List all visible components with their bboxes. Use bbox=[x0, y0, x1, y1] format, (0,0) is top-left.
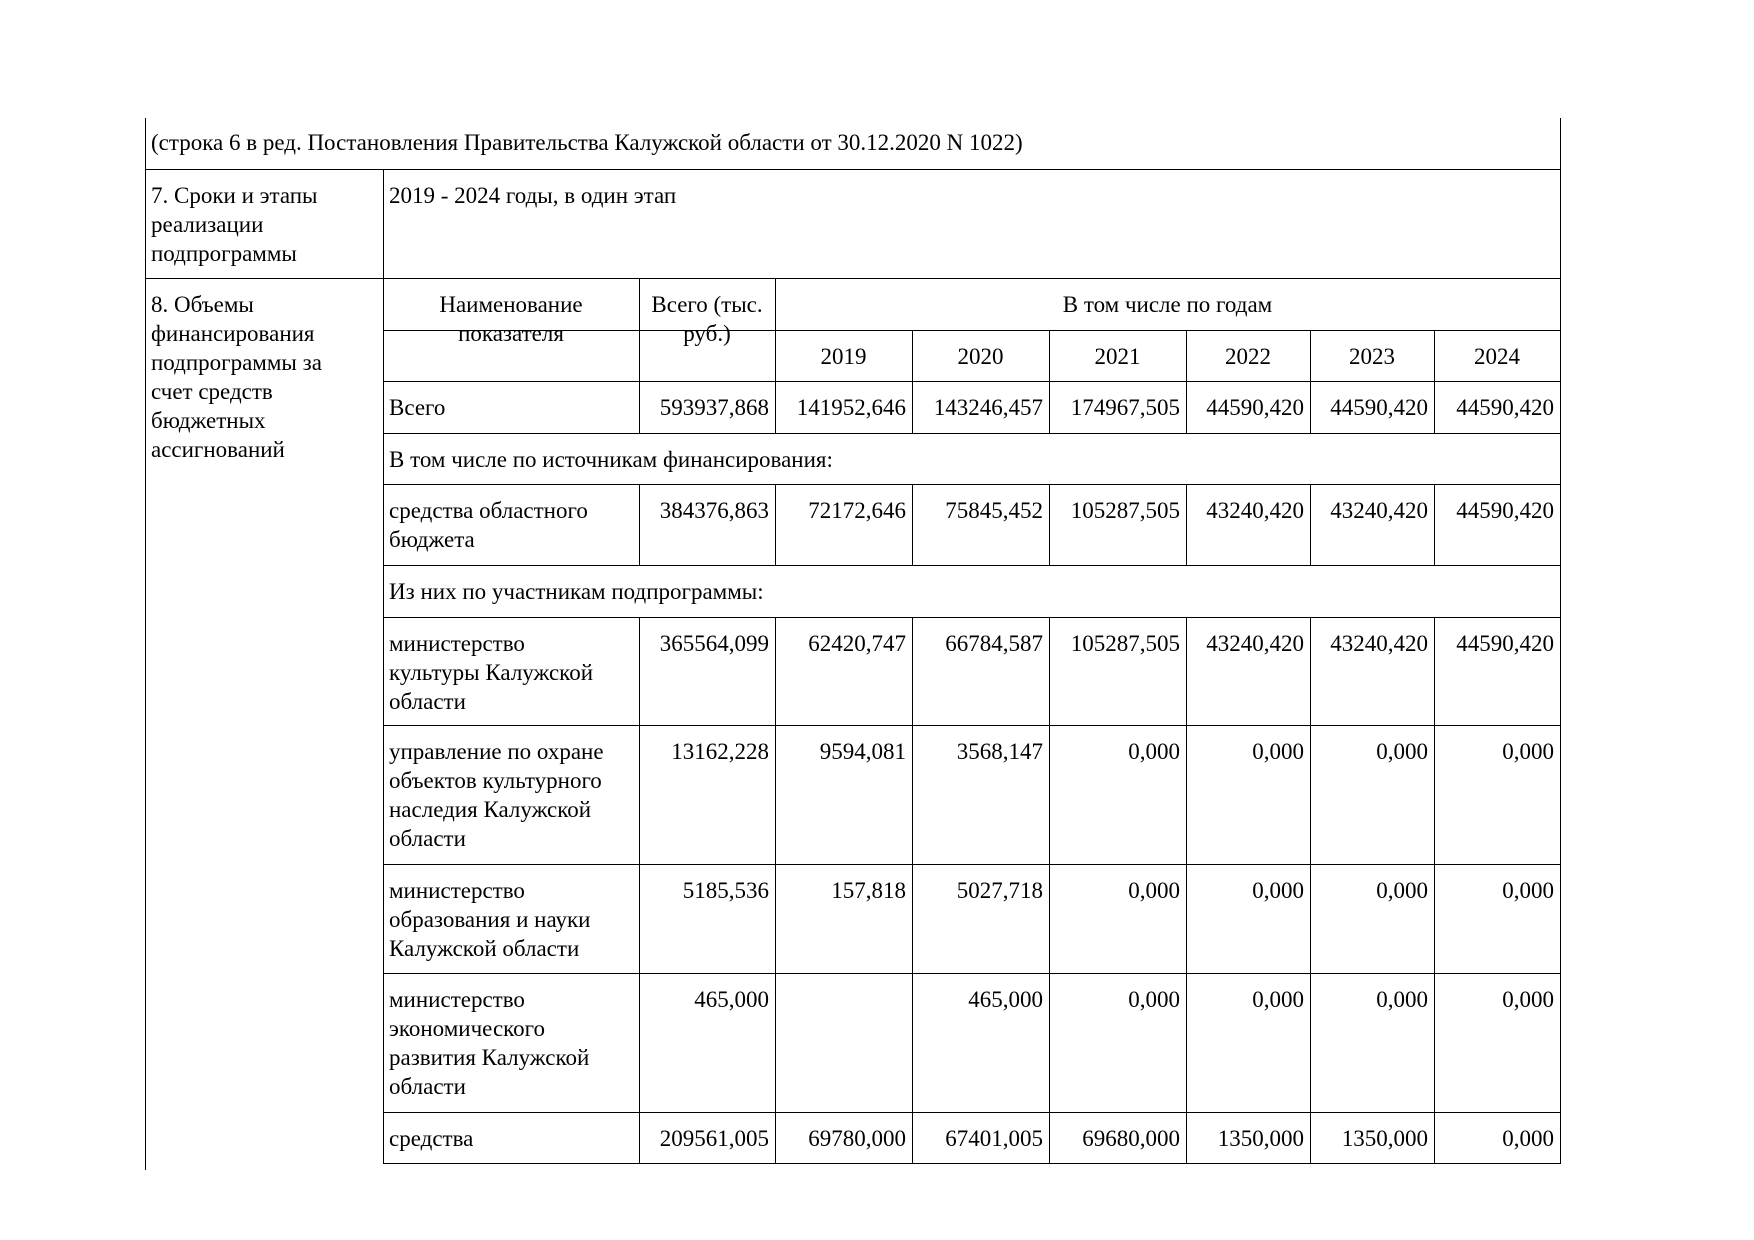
row-value: 0,000 bbox=[1376, 739, 1428, 764]
year-column-divider bbox=[1186, 330, 1187, 381]
cell-divider bbox=[775, 1112, 776, 1163]
column-header-year: 2020 bbox=[957, 344, 1004, 369]
header-column-divider bbox=[775, 278, 776, 381]
cell-divider bbox=[1310, 973, 1311, 1112]
row-value: 1350,000 bbox=[1217, 1126, 1304, 1151]
cell-divider bbox=[1186, 864, 1187, 973]
label-column-divider bbox=[383, 169, 384, 1163]
cell-divider bbox=[1186, 725, 1187, 864]
cell-divider bbox=[1049, 617, 1050, 725]
row-value: 69780,000 bbox=[808, 1126, 906, 1151]
cell-divider bbox=[639, 617, 640, 725]
cell-divider bbox=[1186, 973, 1187, 1112]
cell-divider bbox=[1310, 1112, 1311, 1163]
year-column-divider bbox=[1310, 330, 1311, 381]
cell-divider bbox=[1049, 484, 1050, 565]
cell-divider bbox=[1310, 725, 1311, 864]
row-name: наследия Калужской bbox=[389, 797, 592, 822]
row-name: Калужской области bbox=[389, 936, 580, 961]
outer-right-border bbox=[1560, 118, 1561, 1163]
cell-divider bbox=[775, 864, 776, 973]
row-value: 0,000 bbox=[1376, 987, 1428, 1012]
column-header-year: 2019 bbox=[820, 344, 867, 369]
cell-divider bbox=[1049, 725, 1050, 864]
row-value: 9594,081 bbox=[819, 739, 906, 764]
cell-divider bbox=[1434, 617, 1435, 725]
row-value: 62420,747 bbox=[808, 631, 906, 656]
row8-label: счет средств bbox=[151, 379, 273, 404]
row-value: 5027,718 bbox=[956, 878, 1043, 903]
row-value: 105287,505 bbox=[1070, 498, 1180, 523]
row-value: 43240,420 bbox=[1330, 498, 1428, 523]
row-name: бюджета bbox=[389, 527, 475, 552]
row-name: экономического bbox=[389, 1016, 546, 1041]
row-name: министерство bbox=[389, 631, 525, 656]
row-name: культуры Калужской bbox=[389, 660, 594, 685]
cell-divider bbox=[775, 484, 776, 565]
row-value: 67401,005 bbox=[945, 1126, 1043, 1151]
row-value: 157,818 bbox=[831, 878, 906, 903]
row-name: министерство bbox=[389, 878, 525, 903]
row-total: 593937,868 bbox=[659, 395, 769, 420]
row-name: области bbox=[389, 689, 466, 714]
cell-divider bbox=[912, 617, 913, 725]
row-value: 75845,452 bbox=[945, 498, 1043, 523]
cell-divider bbox=[912, 864, 913, 973]
cell-divider bbox=[775, 725, 776, 864]
cell-divider bbox=[1310, 864, 1311, 973]
cell-divider bbox=[639, 381, 640, 433]
section-subheading: В том числе по источникам финансирования: bbox=[389, 447, 833, 472]
row-value: 105287,505 bbox=[1070, 631, 1180, 656]
row-value: 0,000 bbox=[1252, 739, 1304, 764]
row8-label: финансирования bbox=[151, 321, 315, 346]
year-column-divider bbox=[1434, 330, 1435, 381]
row-value: 0,000 bbox=[1502, 878, 1554, 903]
row-value: 3568,147 bbox=[956, 739, 1043, 764]
outer-left-border bbox=[145, 118, 146, 1170]
row-name: объектов культурного bbox=[389, 768, 602, 793]
row-value: 0,000 bbox=[1502, 1126, 1554, 1151]
row-total: 365564,099 bbox=[659, 631, 769, 656]
row-value: 44590,420 bbox=[1330, 395, 1428, 420]
cell-divider bbox=[775, 617, 776, 725]
cell-divider bbox=[1186, 1112, 1187, 1163]
row-value: 43240,420 bbox=[1206, 631, 1304, 656]
cell-divider bbox=[639, 973, 640, 1112]
cell-divider bbox=[1049, 973, 1050, 1112]
row-value: 0,000 bbox=[1252, 987, 1304, 1012]
row-name: управление по охране bbox=[389, 739, 604, 764]
column-header-by-years: В том числе по годам bbox=[1062, 292, 1273, 317]
row-value: 141952,646 bbox=[796, 395, 906, 420]
row-value: 0,000 bbox=[1128, 739, 1180, 764]
row7-label: подпрограммы bbox=[151, 241, 297, 266]
cell-divider bbox=[912, 1112, 913, 1163]
row-total: 13162,228 bbox=[671, 739, 769, 764]
cell-divider bbox=[912, 973, 913, 1112]
row-value: 44590,420 bbox=[1456, 395, 1554, 420]
cell-divider bbox=[775, 381, 776, 433]
row-total: 465,000 bbox=[694, 987, 769, 1012]
row-value: 0,000 bbox=[1128, 878, 1180, 903]
row-value: 72172,646 bbox=[808, 498, 906, 523]
row-value: 69680,000 bbox=[1082, 1126, 1180, 1151]
cell-divider bbox=[639, 725, 640, 864]
cell-divider bbox=[1049, 864, 1050, 973]
row-divider bbox=[383, 484, 1561, 485]
cell-divider bbox=[639, 484, 640, 565]
column-header-year: 2023 bbox=[1349, 344, 1395, 369]
row-value: 44590,420 bbox=[1456, 631, 1554, 656]
row-value: 44590,420 bbox=[1456, 498, 1554, 523]
section-subheading: Из них по участникам подпрограммы: bbox=[389, 579, 764, 604]
row7-label: реализации bbox=[151, 212, 264, 237]
cell-divider bbox=[1049, 1112, 1050, 1163]
row-name: области bbox=[389, 826, 466, 851]
row-value: 0,000 bbox=[1502, 739, 1554, 764]
row-value: 143246,457 bbox=[933, 395, 1043, 420]
cell-divider bbox=[1434, 725, 1435, 864]
row-value: 66784,587 bbox=[945, 631, 1043, 656]
row-value: 44590,420 bbox=[1206, 395, 1304, 420]
cell-divider bbox=[775, 973, 776, 1112]
cell-divider bbox=[912, 725, 913, 864]
row7-label: 7. Сроки и этапы bbox=[151, 183, 318, 208]
row8-label: ассигнований bbox=[151, 437, 285, 462]
row-name: министерство bbox=[389, 987, 525, 1012]
row-value: 0,000 bbox=[1252, 878, 1304, 903]
cell-divider bbox=[1434, 484, 1435, 565]
cell-divider bbox=[1186, 381, 1187, 433]
row-value: 43240,420 bbox=[1330, 631, 1428, 656]
row-divider-7 bbox=[145, 278, 1561, 279]
column-header-year: 2021 bbox=[1094, 344, 1141, 369]
cell-divider bbox=[912, 484, 913, 565]
row-value: 0,000 bbox=[1128, 987, 1180, 1012]
header-column-divider bbox=[639, 278, 640, 381]
row-divider bbox=[383, 1112, 1561, 1113]
cell-divider bbox=[1434, 381, 1435, 433]
column-header-total: руб.) bbox=[683, 321, 731, 346]
row-divider bbox=[383, 565, 1561, 566]
row-name: Всего bbox=[389, 395, 446, 420]
column-header-year: 2022 bbox=[1225, 344, 1271, 369]
column-header-name: показателя bbox=[458, 321, 564, 346]
row-total: 209561,005 bbox=[659, 1126, 769, 1151]
row-name: развития Калужской bbox=[389, 1045, 590, 1070]
row-value: 174967,505 bbox=[1070, 395, 1180, 420]
year-column-divider bbox=[912, 330, 913, 381]
cell-divider bbox=[1310, 617, 1311, 725]
cell-divider bbox=[1434, 1112, 1435, 1163]
amendment-note: (строка 6 в ред. Постановления Правительства Калужской области от 30.12.2020 N 1022) bbox=[151, 130, 1023, 155]
row8-label: 8. Объемы bbox=[151, 292, 254, 317]
row-divider bbox=[383, 433, 1561, 434]
cell-divider bbox=[1049, 381, 1050, 433]
row-name: средства bbox=[389, 1126, 474, 1151]
row8-label: подпрограммы за bbox=[151, 350, 322, 375]
cell-divider bbox=[1310, 484, 1311, 565]
row-divider bbox=[383, 725, 1561, 726]
row-value: 1350,000 bbox=[1341, 1126, 1428, 1151]
cell-divider bbox=[1434, 864, 1435, 973]
cell-divider bbox=[1310, 381, 1311, 433]
row-name: области bbox=[389, 1074, 466, 1099]
row-total: 5185,536 bbox=[682, 878, 769, 903]
column-header-total: Всего (тыс. bbox=[651, 292, 763, 317]
cell-divider bbox=[1186, 484, 1187, 565]
row-divider bbox=[383, 864, 1561, 865]
header-bottom-divider bbox=[383, 381, 1561, 382]
cell-divider bbox=[912, 381, 913, 433]
row8-label: бюджетных bbox=[151, 408, 266, 433]
row-divider bbox=[383, 1163, 1561, 1164]
cell-divider bbox=[639, 864, 640, 973]
row-divider-note bbox=[145, 169, 1561, 170]
row-divider bbox=[383, 973, 1561, 974]
cell-divider bbox=[1186, 617, 1187, 725]
cell-divider bbox=[1434, 973, 1435, 1112]
row-divider bbox=[383, 617, 1561, 618]
row-total: 384376,863 bbox=[659, 498, 769, 523]
row7-value: 2019 - 2024 годы, в один этап bbox=[389, 183, 677, 208]
row-name: образования и науки bbox=[389, 907, 591, 932]
row-value: 0,000 bbox=[1376, 878, 1428, 903]
row-value: 465,000 bbox=[968, 987, 1043, 1012]
row-name: средства областного bbox=[389, 498, 588, 523]
row-value: 0,000 bbox=[1502, 987, 1554, 1012]
column-header-year: 2024 bbox=[1474, 344, 1520, 369]
row-value: 43240,420 bbox=[1206, 498, 1304, 523]
year-column-divider bbox=[1049, 330, 1050, 381]
cell-divider bbox=[639, 1112, 640, 1163]
column-header-name: Наименование bbox=[439, 292, 583, 317]
